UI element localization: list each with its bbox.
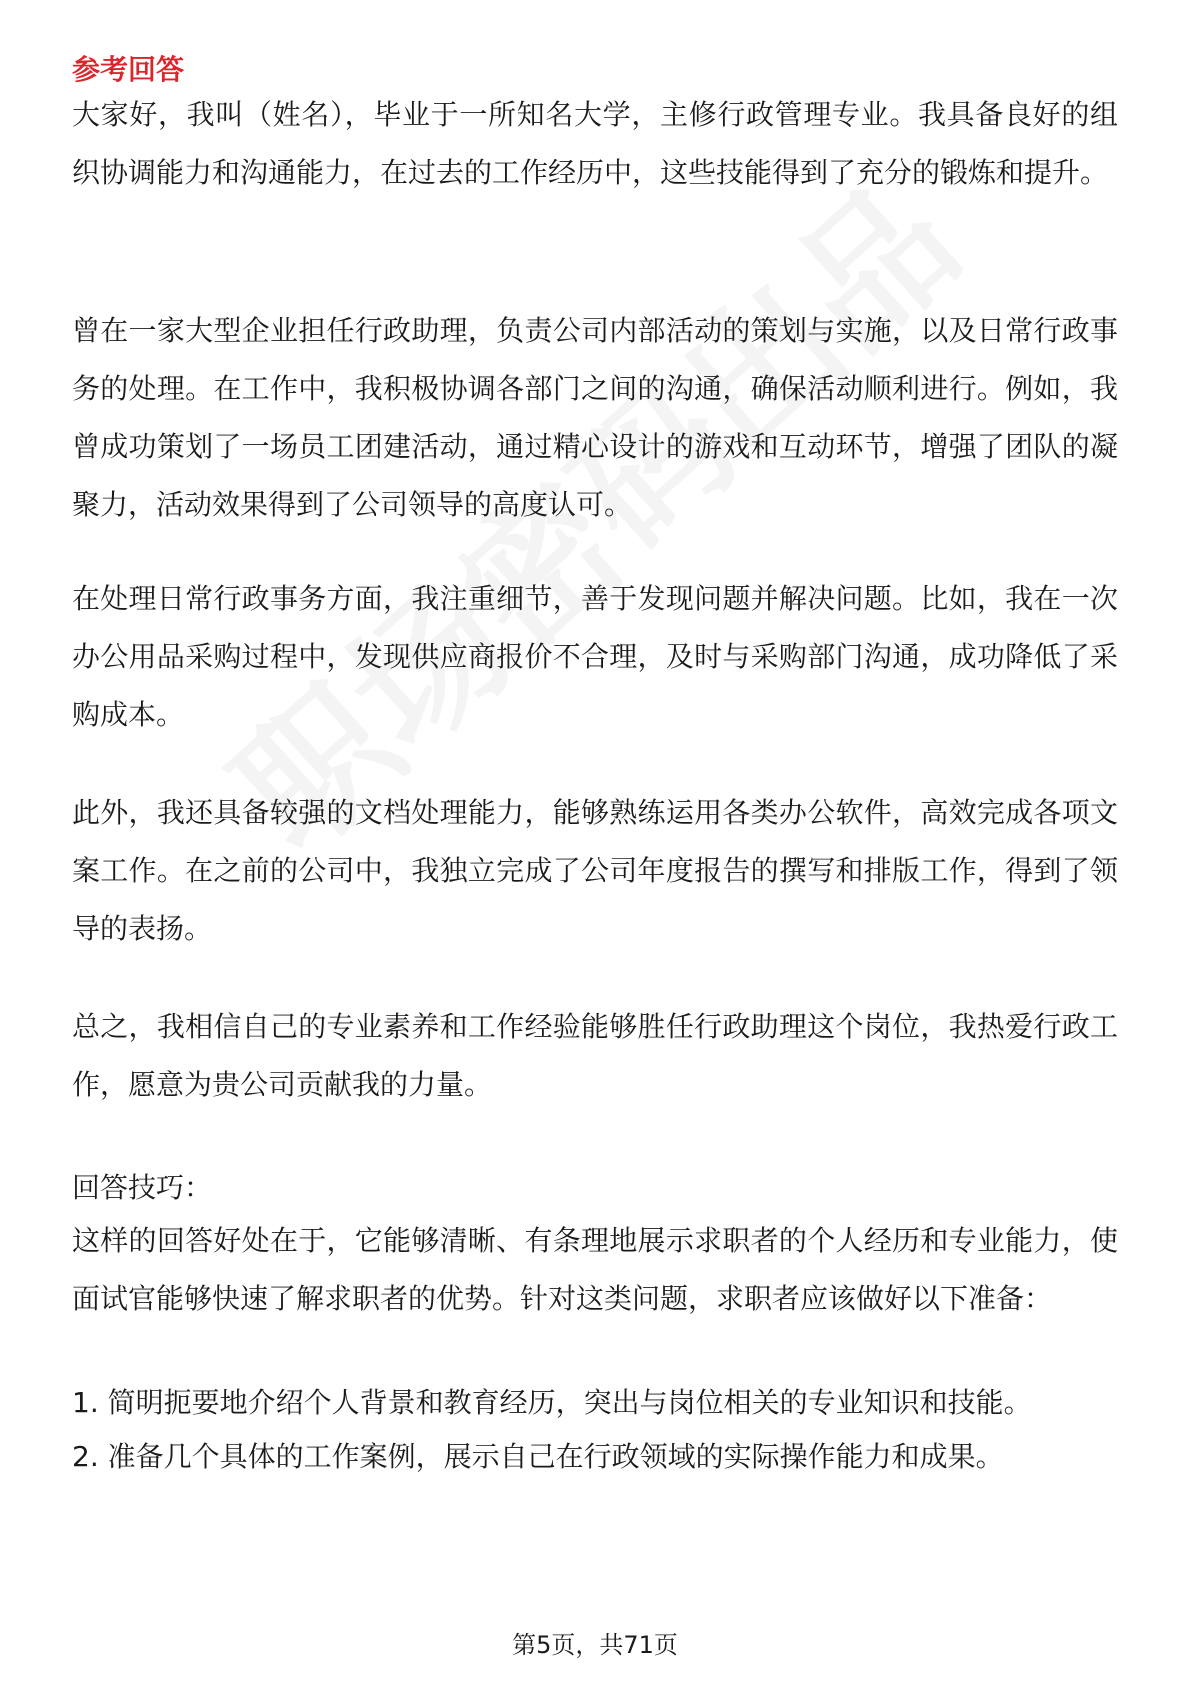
page-number: 第5页，共71页 (512, 1631, 678, 1659)
paragraph-intro: 大家好，我叫（姓名），毕业于一所知名大学，主修行政管理专业。我具备良好的组织协调能力和沟通能力，在过去的工作经历中，这些技能得到了充分的锻炼和提升。 (72, 98, 1118, 189)
paragraph-skills: 此外，我还具备较强的文档处理能力，能够熟练运用各类办公软件，高效完成各项文案工作。在之前的公司中，我独立完成了公司年度报告的撰写和排版工作，得到了领导的表扬。 (72, 796, 1118, 945)
tips-item: 2. 准备几个具体的工作案例，展示自己在行政领域的实际操作能力和成果。 (72, 1440, 1004, 1473)
tips-intro: 这样的回答好处在于，它能够清晰、有条理地展示求职者的个人经历和专业能力，使面试官能够快速了解求职者的优势。针对这类问题，求职者应该做好以下准备： (72, 1224, 1118, 1315)
section-heading: 参考回答 (72, 53, 185, 86)
paragraph-detail: 在处理日常行政事务方面，我注重细节，善于发现问题并解决问题。比如，我在一次办公用品采购过程中，发现供应商报价不合理，及时与采购部门沟通，成功降低了采购成本。 (72, 582, 1118, 731)
paragraph-experience: 曾在一家大型企业担任行政助理，负责公司内部活动的策划与实施，以及日常行政事务的处理。在工作中，我积极协调各部门之间的沟通，确保活动顺利进行。例如，我曾成功策划了一场员工团建活动，通过精心设计的游戏和互动环节，增强了团队的凝聚力，活动效果得到了公司领导的高度认可。 (72, 314, 1118, 521)
tips-item: 1. 简明扼要地介绍个人背景和教育经历，突出与岗位相关的专业知识和技能。 (72, 1386, 1032, 1419)
paragraph-conclusion: 总之，我相信自己的专业素养和工作经验能够胜任行政助理这个岗位，我热爱行政工作，愿意为贵公司贡献我的力量。 (72, 1010, 1118, 1101)
tips-title: 回答技巧： (72, 1171, 213, 1204)
